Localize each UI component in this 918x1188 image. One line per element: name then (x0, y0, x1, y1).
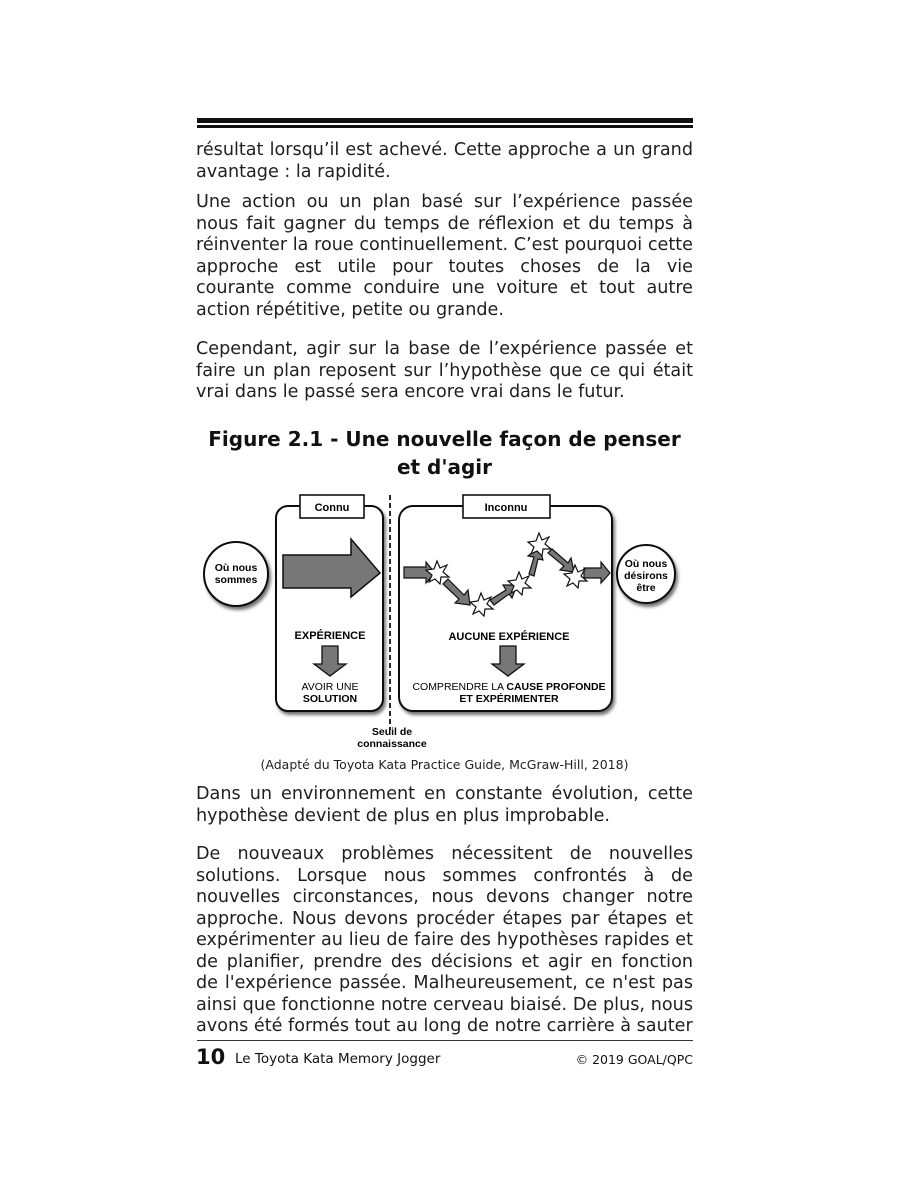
understand-line1-b: CAUSE PROFONDE (506, 681, 606, 693)
page-number: 10 (196, 1045, 226, 1069)
target-state-line3: être (636, 582, 656, 594)
threshold-line1: Seuil de (371, 726, 413, 738)
header-rule-thin (197, 125, 693, 128)
unknown-box (399, 495, 612, 711)
known-box (276, 495, 383, 711)
figure-caption: (Adapté du Toyota Kata Practice Guide, McGraw-Hill, 2018) (260, 757, 629, 772)
current-state-circle (204, 542, 268, 606)
book-title: Le Toyota Kata Memory Jogger (235, 1051, 441, 1067)
understand-line2: ET EXPÉRIMENTER (459, 693, 559, 705)
solution-line1: AVOIR UNE (301, 681, 359, 693)
target-state-line1: Où nous (624, 558, 668, 570)
figure-title: Figure 2.1 - Une nouvelle façon de penser et d'agir (208, 427, 681, 479)
current-state-line1: Où nous (214, 562, 258, 574)
understand-line1-a: COMPRENDRE LA (412, 681, 507, 693)
header-rule-thick (197, 118, 693, 123)
paragraph-4: Dans un environnement en constante évolution, cette hypothèse devient de plus en plus improbable. (196, 784, 693, 826)
current-state-line2: sommes (214, 574, 258, 586)
understand-line1 (412, 681, 605, 693)
experience-label: EXPÉRIENCE (294, 630, 366, 642)
threshold-line2: connaissance (357, 738, 427, 750)
unknown-label: Inconnu (484, 502, 528, 514)
copyright: © 2019 GOAL/QPC (575, 1052, 693, 1067)
no-experience-label: AUCUNE EXPÉRIENCE (448, 631, 570, 643)
target-state-circle (617, 545, 675, 603)
solution-line2: SOLUTION (302, 693, 358, 705)
paragraph-2: Une action ou un plan basé sur l’expérience passée nous fait gagner du temps de réflexion et du temps à réinventer la roue continuellement. C’est pourquoi cette approche est utile pour toutes choses de la vie courante comme conduire une voiture et tout autre action répétitive, petite ou grande. (196, 192, 693, 320)
paragraph-3: Cependant, agir sur la base de l’expérience passée et faire un plan reposent sur l’hypothèse que ce qui était vrai dans le passé sera encore vrai dans le futur. (196, 339, 693, 402)
paragraph-5: De nouveaux problèmes nécessitent de nouvelles solutions. Lorsque nous sommes confrontés à de nouvelles circonstances, nous devons changer notre approche. Nous devons procéder étapes par étapes et expérimenter au lieu de faire des hypothèses rapides et de planifier, prendre des décisions et agir en fonction de l'expérience passée. Malheureusement, ce n'est pas ainsi que fonctionne notre cerveau biaisé. De plus, nous avons été formés tout au long de notre carrière à sauter (196, 844, 693, 1036)
figure-diagram (196, 487, 693, 755)
paragraph-1: résultat lorsqu’il est achevé. Cette approche a un grand avantage : la rapidité. (196, 140, 693, 182)
known-label: Connu (314, 502, 350, 514)
footer-rule (197, 1040, 693, 1041)
target-state-line2: désirons (624, 570, 668, 582)
